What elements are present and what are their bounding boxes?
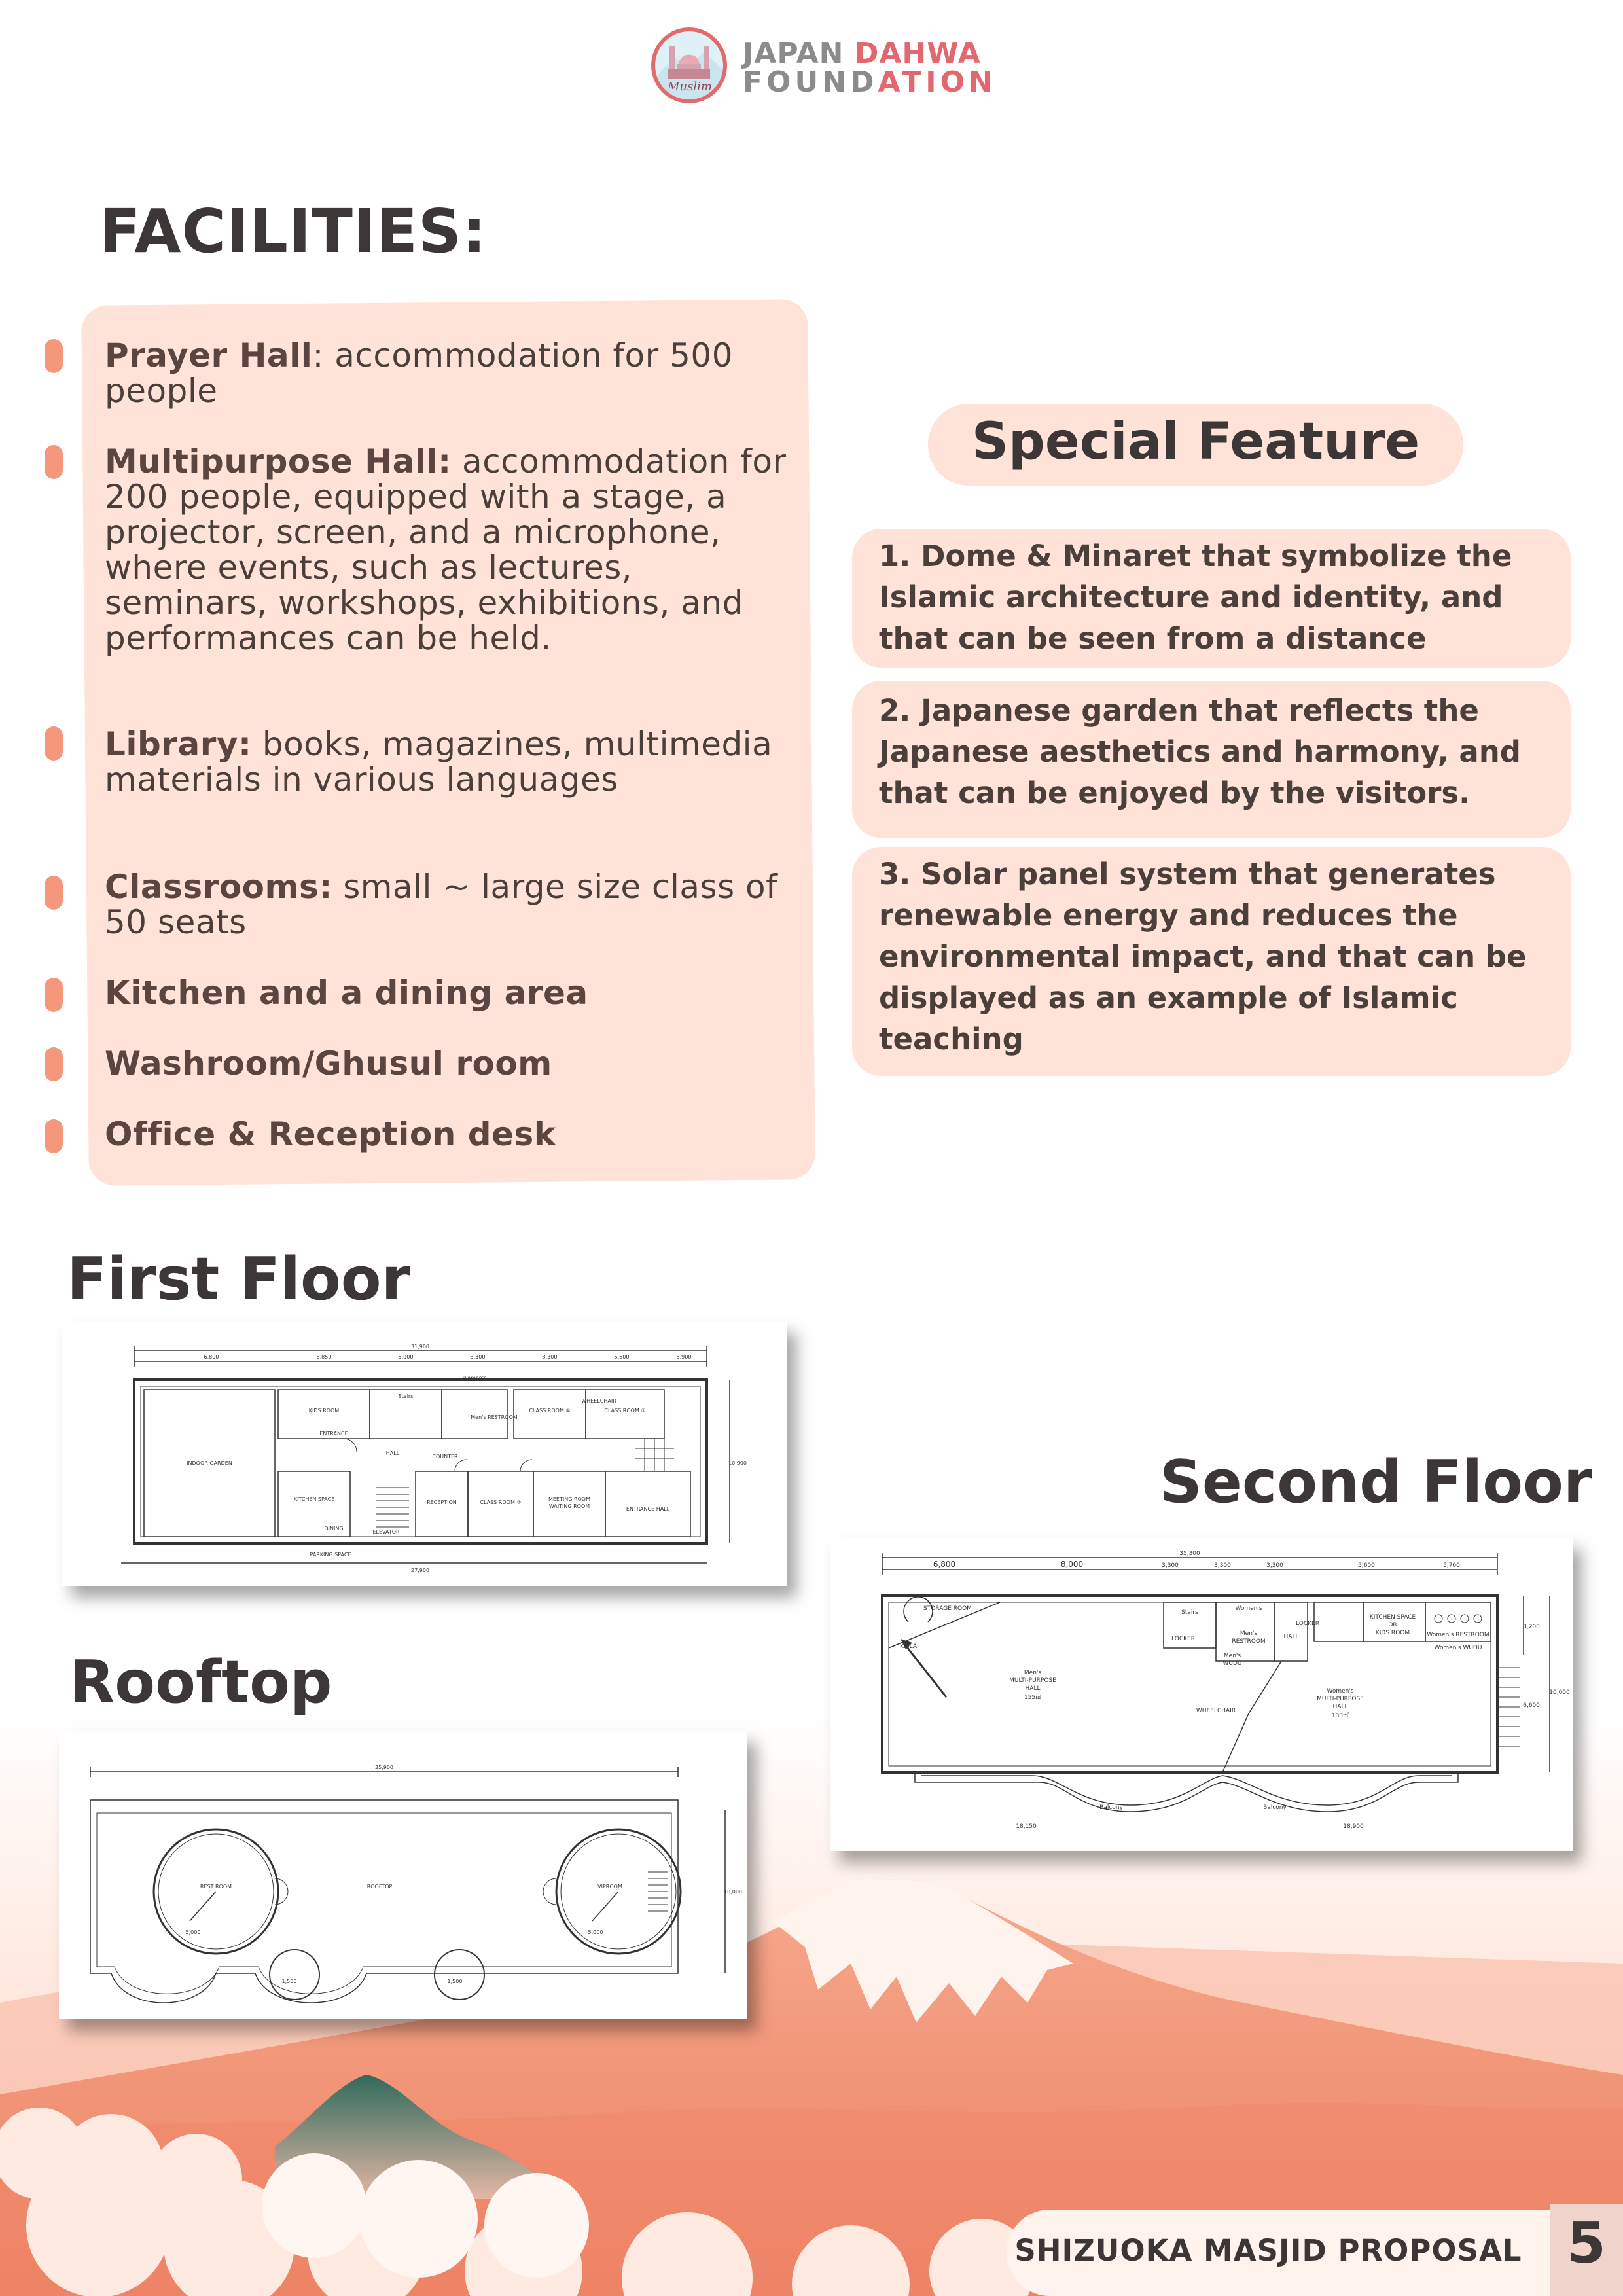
svg-text:10,000: 10,000 [1549,1689,1570,1696]
svg-text:3,300: 3,300 [542,1354,558,1360]
svg-text:Stairs: Stairs [398,1393,414,1399]
svg-text:ENTRANCE HALL: ENTRANCE HALL [626,1506,670,1512]
svg-text:10,000: 10,000 [724,1889,742,1895]
logo-word-found: FOUND [743,65,878,99]
svg-text:COUNTER: COUNTER [432,1454,458,1460]
svg-text:6,800: 6,800 [204,1354,219,1360]
first-floor-plan [62,1321,787,1586]
svg-text:Women's RESTROOM: Women's RESTROOM [1427,1632,1489,1638]
svg-text:Men's: Men's [1240,1630,1258,1637]
svg-text:LOCKER: LOCKER [1171,1636,1195,1642]
svg-text:18,150: 18,150 [1016,1823,1037,1830]
svg-text:Stairs: Stairs [1181,1609,1198,1616]
svg-text:3,300: 3,300 [1266,1562,1283,1569]
svg-text:MULTI-PURPOSE: MULTI-PURPOSE [1317,1696,1364,1702]
svg-text:Men's: Men's [1024,1670,1042,1676]
svg-text:35,900: 35,900 [375,1765,393,1770]
svg-text:CLASS ROOM ②: CLASS ROOM ② [604,1408,646,1414]
svg-text:5,000: 5,000 [398,1354,414,1360]
svg-text:3,300: 3,300 [470,1354,486,1360]
svg-text:WHEELCHAIR: WHEELCHAIR [581,1398,616,1404]
facility-washroom: Washroom/Ghusul room [105,1045,552,1083]
svg-text:WUDU: WUDU [1222,1660,1242,1667]
bullet-icon [45,1047,63,1081]
svg-text:18,900: 18,900 [1343,1823,1364,1830]
svg-text:6,800: 6,800 [933,1560,956,1569]
svg-text:OR: OR [1388,1622,1397,1628]
svg-text:Balcony: Balcony [1099,1804,1123,1811]
svg-text:1,500: 1,500 [281,1979,297,1984]
svg-text:27,900: 27,900 [411,1568,429,1573]
facility-prayer-hall: Prayer Hall: accommodation for 500 people [105,336,734,410]
svg-text:KIDS ROOM: KIDS ROOM [1375,1630,1410,1636]
svg-text:ENTRANCE: ENTRANCE [319,1431,348,1437]
svg-text:KIDS ROOM: KIDS ROOM [308,1408,340,1414]
svg-text:KITCHEN SPACE: KITCHEN SPACE [1369,1614,1416,1621]
proposal-title: SHIZUOKA MASJID PROPOSAL [1014,2233,1522,2268]
svg-text:HALL: HALL [1283,1634,1299,1640]
second-floor-title: Second Floor [1160,1448,1593,1516]
svg-text:133㎡: 133㎡ [1331,1713,1349,1719]
logo-line-2 [743,65,997,99]
bullet-icon [45,978,63,1012]
svg-text:Women's: Women's [1327,1688,1354,1695]
svg-text:10,900: 10,900 [728,1460,747,1466]
svg-text:Women's WUDU: Women's WUDU [1434,1645,1482,1651]
svg-text:STORAGE ROOM: STORAGE ROOM [923,1605,972,1612]
facility-multipurpose-hall: Multipurpose Hall: accommodation for 200 people, equipped with a stage, a projector, screen, and a microphone, where events, such as lectures, seminars, workshops, exhibitions, and performances can be held. [105,442,787,657]
japan-dahwa-foundation-logo [651,26,997,108]
facility-office: Office & Reception desk [105,1115,556,1153]
rooftop-title: Rooftop [69,1648,332,1717]
svg-text:1,500: 1,500 [447,1979,463,1984]
svg-text:3,300: 3,300 [1214,1562,1231,1569]
svg-text:MULTI-PURPOSE: MULTI-PURPOSE [1009,1677,1056,1684]
facility-classrooms: Classrooms: small ~ large size class of 50 seats [105,868,778,941]
svg-text:RESTROOM: RESTROOM [1232,1638,1266,1645]
logo-word-dahwa: DAHWA [854,37,981,70]
svg-text:155㎡: 155㎡ [1024,1695,1042,1701]
mosque-emblem-icon [651,27,727,103]
svg-text:RECEPTION: RECEPTION [427,1499,457,1505]
svg-text:ELEVATOR: ELEVATOR [372,1529,400,1535]
logo-word-ation: ATION [878,65,997,99]
feature-text-2: 2. Japanese garden that reflects the Japanese aesthetics and harmony, and that can be enjoyed by the visitors. [879,693,1521,810]
svg-text:WHEELCHAIR: WHEELCHAIR [1196,1708,1236,1714]
svg-text:Balcony: Balcony [1263,1804,1287,1811]
svg-text:5,700: 5,700 [1443,1562,1460,1569]
rooftop-plan [59,1731,747,2019]
svg-text:REST ROOM: REST ROOM [200,1884,232,1890]
svg-text:MEETING ROOM: MEETING ROOM [548,1496,591,1502]
special-feature-title: Special Feature [971,412,1420,471]
svg-text:31,900: 31,900 [411,1344,429,1350]
svg-text:LOCKER: LOCKER [1296,1621,1319,1627]
svg-text:Women's: Women's [1235,1605,1262,1612]
svg-text:Women's: Women's [462,1375,487,1381]
svg-text:HALL: HALL [385,1450,400,1456]
feature-text-1: 1. Dome & Minaret that symbolize the Islamic architecture and identity, and that can be seen from a distance [879,539,1512,656]
facility-kitchen: Kitchen and a dining area [105,974,588,1012]
svg-text:VIPROOM: VIPROOM [597,1884,622,1890]
svg-text:HALL: HALL [1025,1685,1041,1692]
svg-text:6,600: 6,600 [1523,1702,1540,1709]
logo-word-japan: JAPAN [743,37,844,70]
svg-text:Men's: Men's [1223,1653,1241,1659]
feature-text-3: 3. Solar panel system that generates renewable energy and reduces the environmental impact, and that can be displayed as an example of Islamic teaching [879,857,1527,1056]
facilities-title: FACILITIES: [99,196,487,266]
svg-text:5,000: 5,000 [185,1929,201,1935]
svg-text:ROOFTOP: ROOFTOP [366,1884,393,1890]
svg-text:INDOOR GARDEN: INDOOR GARDEN [187,1460,232,1466]
svg-text:Men's RESTROOM: Men's RESTROOM [471,1414,518,1420]
bullet-icon [45,339,63,373]
svg-text:5,600: 5,600 [1358,1562,1375,1569]
svg-text:3,200: 3,200 [1523,1624,1540,1630]
bullet-icon [45,1119,63,1153]
first-floor-title: First Floor [67,1245,411,1314]
bullet-icon [45,445,63,479]
svg-text:6,850: 6,850 [316,1354,332,1360]
svg-text:CLASS ROOM ①: CLASS ROOM ① [529,1408,571,1414]
svg-text:DINING: DINING [324,1526,344,1532]
svg-text:8,000: 8,000 [1060,1560,1084,1569]
svg-text:5,900: 5,900 [676,1354,692,1360]
svg-text:HALL: HALL [1332,1704,1348,1710]
svg-text:KITCHEN SPACE: KITCHEN SPACE [293,1496,335,1502]
svg-text:CLASS ROOM ③: CLASS ROOM ③ [480,1499,522,1505]
page-number: 5 [1567,2211,1606,2276]
svg-text:35,300: 35,300 [1179,1551,1200,1557]
logo-script-text: Muslim [668,80,712,94]
bullet-icon [45,876,63,910]
bullet-icon [45,726,63,761]
svg-text:5,600: 5,600 [614,1354,630,1360]
svg-text:KIBLA: KIBLA [899,1643,918,1650]
svg-text:PARKING SPACE: PARKING SPACE [310,1552,351,1558]
svg-text:5,000: 5,000 [588,1929,603,1935]
facility-library: Library: books, magazines, multimedia materials in various languages [105,725,773,798]
second-floor-plan [830,1537,1573,1851]
svg-text:3,300: 3,300 [1162,1562,1179,1569]
svg-text:WAITING ROOM: WAITING ROOM [548,1503,590,1509]
